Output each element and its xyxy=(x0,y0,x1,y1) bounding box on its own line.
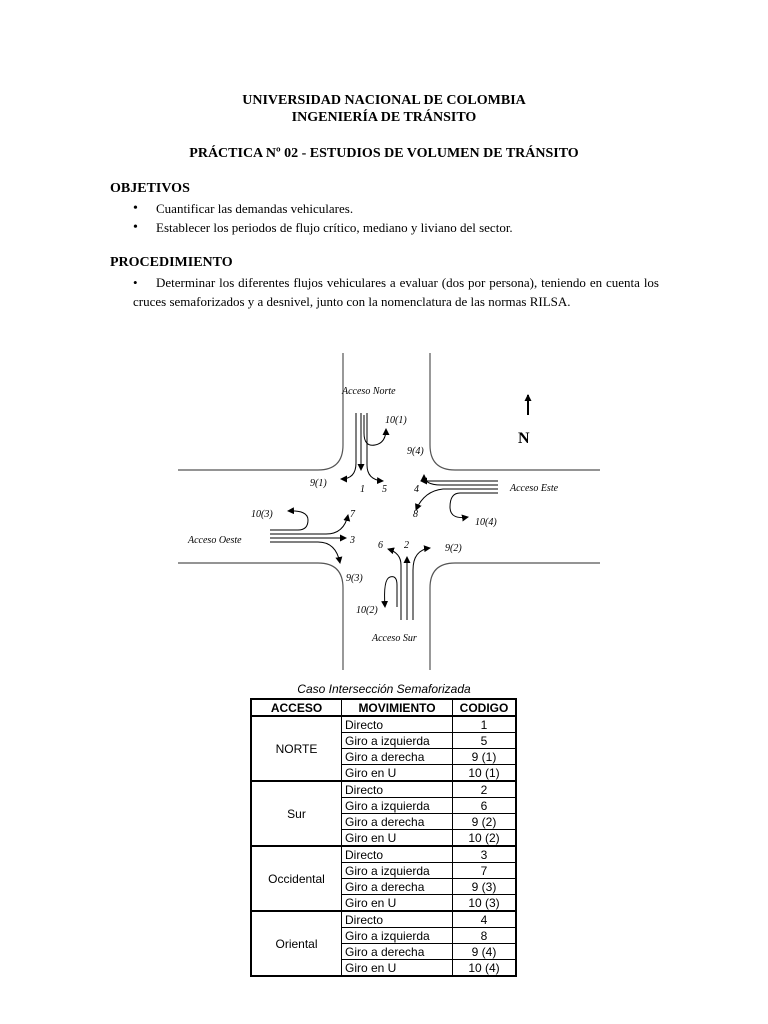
codigo-cell: 10 (1) xyxy=(453,765,517,782)
codigo-cell: 10 (3) xyxy=(453,895,517,912)
acceso-cell: Occidental xyxy=(251,846,342,911)
movimiento-cell: Directo xyxy=(342,716,453,733)
north-label: N xyxy=(518,430,530,447)
bullet-icon: • xyxy=(133,275,138,290)
column-header: CODIGO xyxy=(453,699,517,716)
movement-code: 6 xyxy=(378,540,383,551)
movement-code: 4 xyxy=(414,484,419,495)
movement-code: 3 xyxy=(350,535,355,546)
codigo-cell: 10 (2) xyxy=(453,830,517,847)
movement-code: 2 xyxy=(404,540,409,551)
movement-code: 9(3) xyxy=(346,573,363,584)
procedimiento-paragraph xyxy=(133,273,659,311)
table-row xyxy=(251,716,516,733)
movement-code: 10(2) xyxy=(356,605,378,616)
table-row xyxy=(251,781,516,798)
movimiento-cell: Directo xyxy=(342,911,453,928)
procedimiento-heading: PROCEDIMIENTO xyxy=(110,255,233,270)
list-item: • Establecer los periodos de flujo crítico, mediano y liviano del sector. xyxy=(133,218,663,237)
movimiento-cell: Giro en U xyxy=(342,960,453,977)
codigo-cell: 1 xyxy=(453,716,517,733)
movement-code: 1 xyxy=(360,484,365,495)
movimiento-cell: Directo xyxy=(342,781,453,798)
movimiento-cell: Giro en U xyxy=(342,830,453,847)
list-item: • Cuantificar las demandas vehiculares. xyxy=(133,199,663,218)
movement-codes-table xyxy=(250,698,517,977)
codigo-cell: 9 (4) xyxy=(453,944,517,960)
document-header xyxy=(0,92,768,126)
table-caption: Caso Intersección Semaforizada xyxy=(297,682,471,696)
codigo-cell: 8 xyxy=(453,928,517,944)
column-header: MOVIMIENTO xyxy=(342,699,453,716)
acceso-cell: Sur xyxy=(251,781,342,846)
acceso-norte-label: Acceso Norte xyxy=(342,386,396,397)
movement-code: 9(2) xyxy=(445,543,462,554)
movement-code: 5 xyxy=(382,484,387,495)
movement-code: 7 xyxy=(350,509,355,520)
table-body xyxy=(251,716,516,976)
movement-code: 10(1) xyxy=(385,415,407,426)
university-name: UNIVERSIDAD NACIONAL DE COLOMBIA xyxy=(242,93,526,108)
movement-code: 9(1) xyxy=(310,478,327,489)
movimiento-cell: Giro en U xyxy=(342,765,453,782)
movimiento-cell: Giro a izquierda xyxy=(342,798,453,814)
codigo-cell: 4 xyxy=(453,911,517,928)
codigo-cell: 9 (2) xyxy=(453,814,517,830)
table-row xyxy=(251,911,516,928)
codigo-cell: 7 xyxy=(453,863,517,879)
movement-code: 10(4) xyxy=(475,517,497,528)
movimiento-cell: Giro a derecha xyxy=(342,814,453,830)
movement-arrows xyxy=(270,413,498,620)
codigo-cell: 6 xyxy=(453,798,517,814)
department-name: INGENIERÍA DE TRÁNSITO xyxy=(291,110,477,125)
codigo-cell: 3 xyxy=(453,846,517,863)
objetivos-heading: OBJETIVOS xyxy=(110,181,190,196)
objetivos-list xyxy=(133,199,663,237)
movimiento-cell: Giro a derecha xyxy=(342,944,453,960)
movimiento-cell: Directo xyxy=(342,846,453,863)
acceso-oeste-label: Acceso Oeste xyxy=(188,535,242,546)
codigo-cell: 9 (1) xyxy=(453,749,517,765)
movimiento-cell: Giro a derecha xyxy=(342,749,453,765)
codigo-cell: 2 xyxy=(453,781,517,798)
codigo-cell: 5 xyxy=(453,733,517,749)
acceso-sur-label: Acceso Sur xyxy=(372,633,417,644)
movimiento-cell: Giro a izquierda xyxy=(342,928,453,944)
procedimiento-text: Determinar los diferentes flujos vehiculares a evaluar (dos por persona), teniendo en cuenta los cruces semaforizados y a desnivel, junto con la nomenclatura de las normas RILSA. xyxy=(133,275,659,309)
movimiento-cell: Giro en U xyxy=(342,895,453,912)
movimiento-cell: Giro a izquierda xyxy=(342,863,453,879)
movement-code: 9(4) xyxy=(407,446,424,457)
column-header: ACCESO xyxy=(251,699,342,716)
table-row xyxy=(251,846,516,863)
practice-title: PRÁCTICA Nº 02 - ESTUDIOS DE VOLUMEN DE TRÁNSITO xyxy=(189,146,579,161)
codigo-cell: 10 (4) xyxy=(453,960,517,977)
acceso-cell: NORTE xyxy=(251,716,342,781)
acceso-cell: Oriental xyxy=(251,911,342,976)
movimiento-cell: Giro a izquierda xyxy=(342,733,453,749)
movement-code: 10(3) xyxy=(251,509,273,520)
codigo-cell: 9 (3) xyxy=(453,879,517,895)
acceso-este-label: Acceso Este xyxy=(510,483,559,494)
movement-code: 8 xyxy=(413,509,418,520)
intersection-diagram xyxy=(178,345,602,675)
table-header-row xyxy=(251,699,516,716)
road-edges xyxy=(178,353,600,670)
movimiento-cell: Giro a derecha xyxy=(342,879,453,895)
